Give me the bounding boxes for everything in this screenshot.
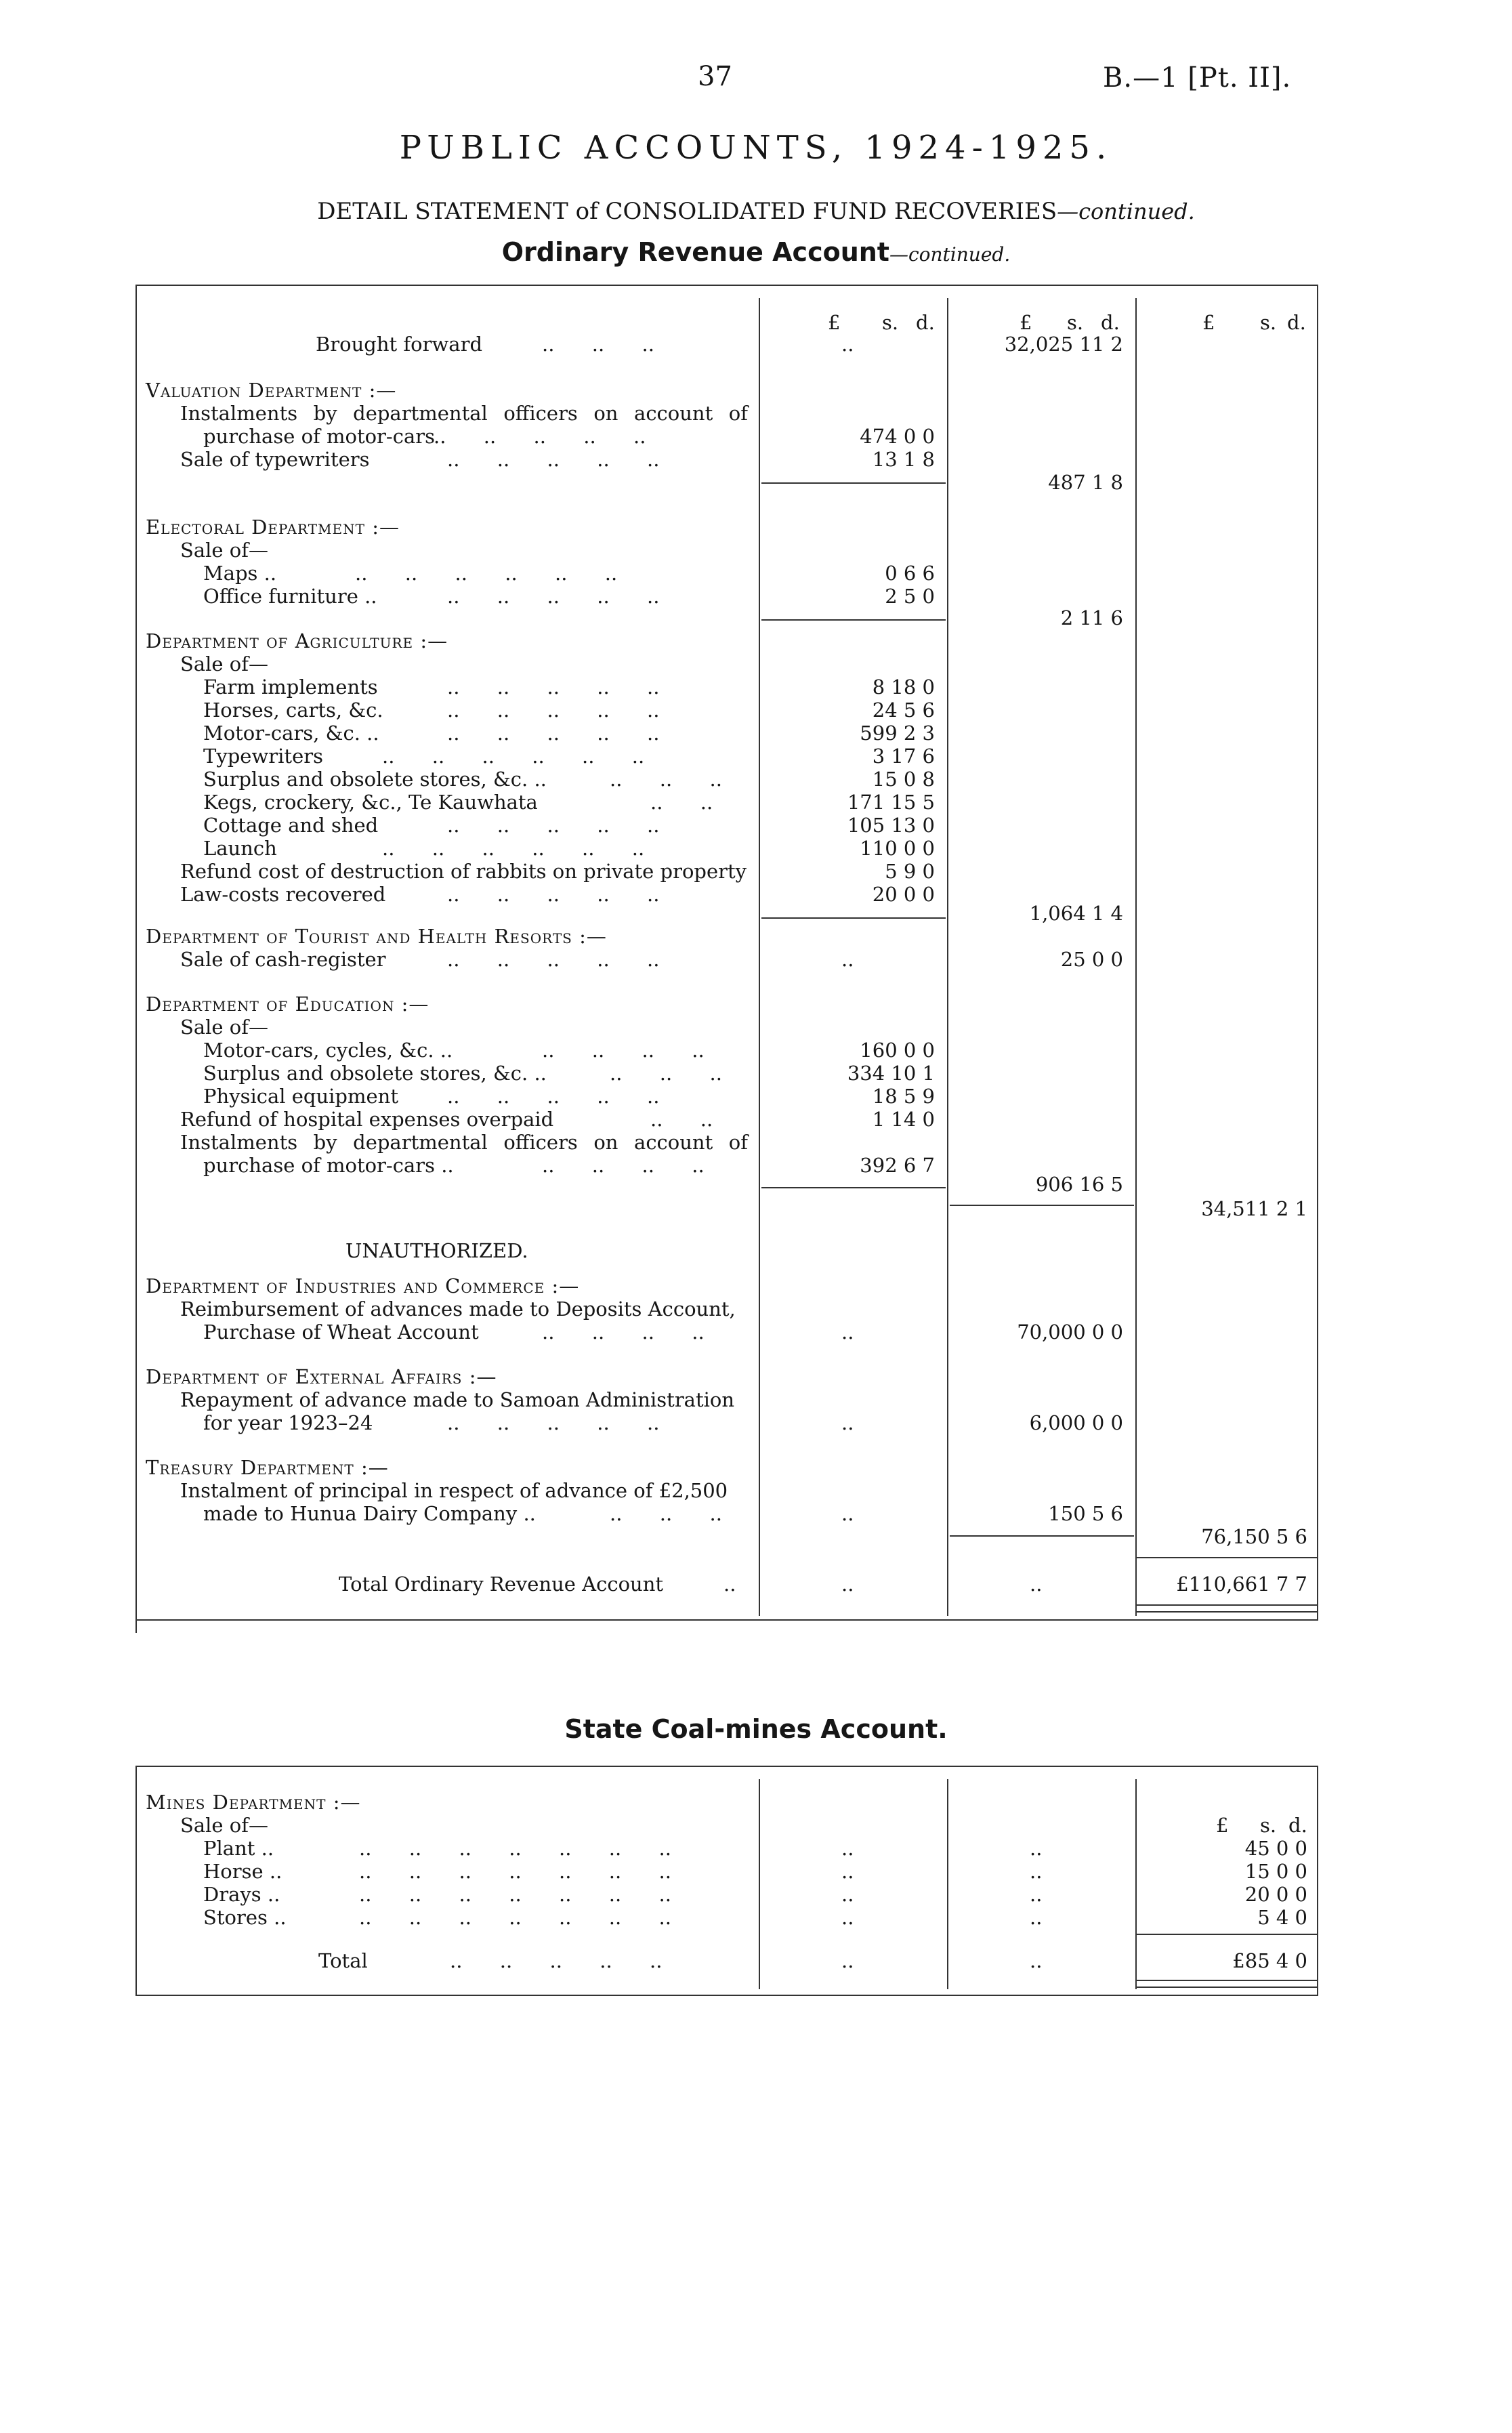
col3-pence-header: d. [1287, 311, 1306, 334]
leader-dots: .. .. .. .. .. .. [382, 837, 645, 860]
tourist-label: Sale of cash-register [180, 948, 386, 971]
agriculture-item-label: Motor-cars, &c. .. [203, 722, 379, 745]
table-left-rule [135, 285, 137, 1633]
leader-dots: .. .. [650, 791, 713, 814]
table-right-rule [1317, 285, 1318, 1619]
agriculture-item-amount: 3 17 6 [872, 745, 935, 768]
leader-dots: .. .. .. .. .. [447, 675, 660, 699]
education-inst-line2: purchase of motor-cars .. [203, 1154, 454, 1177]
agriculture-item-amount: 8 18 0 [872, 675, 935, 699]
col3-shilling-header: s. [1260, 311, 1277, 334]
coal-col1-dots: .. [841, 1949, 854, 1972]
agriculture-item-amount: 15 0 8 [872, 768, 935, 791]
table-bottom-rule [135, 1995, 1318, 1996]
leader-dots: .. .. .. .. .. .. .. [359, 1837, 671, 1860]
leader-dots: .. .. .. [610, 1502, 722, 1525]
leader-dots: .. .. .. .. .. .. .. [359, 1906, 671, 1929]
valuation-motor-cars-amount: 474 0 0 [860, 425, 935, 448]
valuation-total: 487 1 8 [1048, 471, 1123, 494]
electoral-heading: Electoral Department :— [146, 516, 400, 539]
leader-dots: .. .. .. .. .. [434, 425, 646, 448]
agriculture-sale-of: Sale of— [180, 652, 269, 675]
valuation-typewriters-amount: 13 1 8 [872, 448, 935, 471]
coal-mines-title: State Coal-mines Account. [564, 1714, 948, 1744]
coal-item-label: Drays .. [203, 1883, 280, 1906]
subtotal-rule [761, 1187, 946, 1188]
page-number: 37 [698, 61, 732, 92]
agriculture-item-label: Horses, carts, &c. [203, 699, 383, 722]
coal-col2-dots: .. [1030, 1860, 1043, 1883]
subtotal-rule [950, 1205, 1134, 1206]
table-left-rule [135, 1766, 137, 1996]
col1-shilling-header: s. [882, 311, 899, 334]
coal-col2-dots: .. [1030, 1949, 1043, 1972]
industries-amount: 70,000 0 0 [1017, 1321, 1123, 1344]
table-right-rule [1317, 1766, 1318, 1996]
subtotal-rule [1137, 1934, 1317, 1935]
external-line2: for year 1923–24 [203, 1411, 373, 1434]
coal-col2-dots: .. [1030, 1837, 1043, 1860]
leader-dots: .. .. .. [610, 1062, 722, 1085]
pound-header: £ [1216, 1814, 1229, 1837]
leader-dots: .. .. [650, 1108, 713, 1131]
account-title-text: Ordinary Revenue Account [501, 237, 889, 267]
leader-dots: .. .. .. .. .. [447, 814, 660, 837]
agriculture-refund-label: Refund cost of destruction of rabbits on private property [180, 860, 747, 883]
agriculture-item-label: Typewriters [203, 745, 323, 768]
coal-total-amount: £85 4 0 [1232, 1949, 1307, 1972]
table-top-rule [135, 285, 1318, 286]
brought-forward-amount: 32,025 11 2 [1004, 333, 1123, 356]
industries-col1: .. [841, 1321, 854, 1344]
coal-col1-dots: .. [841, 1860, 854, 1883]
education-refund-label: Refund of hospital expenses overpaid [180, 1108, 554, 1131]
treasury-amount: 150 5 6 [1048, 1502, 1123, 1525]
agriculture-item-label: Launch [203, 837, 277, 860]
leader-dots: .. .. .. .. .. [447, 722, 660, 745]
valuation-line3: Sale of typewriters [180, 448, 370, 471]
statement-title-suffix: —continued. [1057, 199, 1195, 224]
column-rule-3 [1135, 1779, 1137, 1989]
education-sale-of: Sale of— [180, 1016, 269, 1039]
col1-pence-header: d. [916, 311, 935, 334]
leader-dots: .. .. .. .. .. [450, 1949, 663, 1972]
leader-dots: .. .. .. .. [542, 1321, 705, 1344]
tourist-heading: Department of Tourist and Health Resorts :— [146, 925, 607, 948]
shilling-header: s. [1260, 1814, 1277, 1837]
valuation-line1: Instalments by departmental officers on account of [180, 402, 748, 425]
tourist-total: 25 0 0 [1060, 948, 1123, 971]
valuation-line2: purchase of motor-cars [203, 425, 435, 448]
brought-forward-col1: .. [841, 333, 854, 356]
grand-total-col2: .. [1030, 1573, 1043, 1596]
leader-dots: .. .. .. .. .. [447, 1085, 660, 1108]
external-line1: Repayment of advance made to Samoan Administration [180, 1388, 735, 1411]
leader-dots: .. .. .. .. .. .. .. [359, 1860, 671, 1883]
agriculture-item-label: Farm implements [203, 675, 378, 699]
education-item-label: Surplus and obsolete stores, &c. .. [203, 1062, 547, 1085]
leader-dots: .. .. .. .. .. .. [355, 562, 618, 585]
electoral-sale-of: Sale of— [180, 539, 269, 562]
agriculture-item-amount: 105 13 0 [847, 814, 935, 837]
coal-col2-dots: .. [1030, 1883, 1043, 1906]
industries-line2: Purchase of Wheat Account [203, 1321, 479, 1344]
unauthorized-heading: UNAUTHORIZED. [345, 1239, 528, 1262]
page-title: PUBLIC ACCOUNTS, 1924-1925. [399, 129, 1113, 167]
treasury-heading: Treasury Department :— [146, 1456, 389, 1479]
leader-dots: .. .. .. .. .. [447, 948, 660, 971]
education-item-amount: 160 0 0 [860, 1039, 935, 1062]
external-heading: Department of External Affairs :— [146, 1365, 497, 1388]
subtotal-rule [761, 917, 946, 919]
col1-pound-header: £ [828, 311, 841, 334]
electoral-total: 2 11 6 [1060, 606, 1123, 629]
subtotal-rule [1137, 1557, 1317, 1558]
education-inst-line1: Instalments by departmental officers on account of [180, 1131, 748, 1154]
brought-forward-label: Brought forward [316, 333, 483, 356]
document-reference: B.—1 [Pt. II]. [1103, 62, 1292, 93]
agriculture-item-label: Cottage and shed [203, 814, 379, 837]
tourist-col1: .. [841, 948, 854, 971]
agriculture-total: 1,064 1 4 [1029, 902, 1123, 925]
authorized-total: 34,511 2 1 [1201, 1197, 1307, 1220]
leader-dots: .. .. .. .. [542, 1039, 705, 1062]
coal-item-label: Horse .. [203, 1860, 282, 1883]
education-item-label: Motor-cars, cycles, &c. .. [203, 1039, 453, 1062]
coal-item-amount: 45 0 0 [1244, 1837, 1307, 1860]
industries-line1: Reimbursement of advances made to Deposits Account, [180, 1297, 736, 1321]
electoral-item-label: Office furniture .. [203, 585, 377, 608]
industries-heading: Department of Industries and Commerce :— [146, 1274, 580, 1297]
agriculture-item-label: Kegs, crockery, &c., Te Kauwhata [203, 791, 538, 814]
coal-item-amount: 5 4 0 [1257, 1906, 1307, 1929]
agriculture-heading: Department of Agriculture :— [146, 629, 448, 652]
external-col1: .. [841, 1411, 854, 1434]
column-rule-3 [1135, 298, 1137, 1616]
leader-dots: .. .. .. .. .. [447, 883, 660, 906]
leader-dots: .. .. .. .. .. .. .. [359, 1883, 671, 1906]
education-item-amount: 18 5 9 [872, 1085, 935, 1108]
external-amount: 6,000 0 0 [1029, 1411, 1123, 1434]
electoral-item-amount: 2 5 0 [885, 585, 935, 608]
leader-dots: .. .. .. .. .. [447, 448, 660, 471]
col2-shilling-header: s. [1067, 311, 1084, 334]
subtotal-rule [761, 482, 946, 484]
agriculture-law-amount: 20 0 0 [872, 883, 935, 906]
leader-dots: .. .. .. [610, 768, 722, 791]
coal-col1-dots: .. [841, 1837, 854, 1860]
statement-title [0, 198, 1512, 225]
leader-dots: .. .. .. [542, 333, 654, 356]
agriculture-refund-amount: 5 9 0 [885, 860, 935, 883]
statement-title-text: DETAIL STATEMENT of CONSOLIDATED FUND RECOVERIES [317, 198, 1057, 225]
mines-sale-of: Sale of— [180, 1814, 269, 1837]
column-rule-1 [759, 1779, 760, 1989]
subtotal-rule [950, 1535, 1134, 1537]
column-rule-1 [759, 298, 760, 1616]
col3-pound-header: £ [1202, 311, 1215, 334]
education-item-label: Physical equipment [203, 1085, 398, 1108]
education-item-amount: 334 10 1 [847, 1062, 935, 1085]
agriculture-item-amount: 599 2 3 [860, 722, 935, 745]
account-title-suffix: —continued. [889, 243, 1011, 266]
coal-item-amount: 15 0 0 [1244, 1860, 1307, 1883]
valuation-heading: Valuation Department :— [146, 379, 397, 402]
leader-dots: .. [723, 1573, 736, 1596]
coal-item-label: Plant .. [203, 1837, 274, 1860]
leader-dots: .. .. .. .. .. .. [382, 745, 645, 768]
education-inst-amount: 392 6 7 [860, 1154, 935, 1177]
pence-header: d. [1288, 1814, 1307, 1837]
electoral-item-label: Maps .. [203, 562, 277, 585]
coal-item-amount: 20 0 0 [1244, 1883, 1307, 1906]
grand-total-amount: £110,661 7 7 [1176, 1573, 1307, 1596]
leader-dots: .. .. .. .. .. [447, 1411, 660, 1434]
leader-dots: .. .. .. .. .. [447, 585, 660, 608]
coal-col1-dots: .. [841, 1883, 854, 1906]
agriculture-item-label: Surplus and obsolete stores, &c. .. [203, 768, 547, 791]
grand-total-label: Total Ordinary Revenue Account [339, 1573, 664, 1596]
double-rule [1137, 1604, 1317, 1613]
double-rule [1137, 1980, 1317, 1988]
coal-total-label: Total [318, 1949, 368, 1972]
col2-pence-header: d. [1101, 311, 1120, 334]
education-refund-amount: 1 14 0 [872, 1108, 935, 1131]
leader-dots: .. .. .. .. [542, 1154, 705, 1177]
mines-heading: Mines Department :— [146, 1791, 361, 1814]
leader-dots: .. .. .. .. .. [447, 699, 660, 722]
education-heading: Department of Education :— [146, 993, 429, 1016]
table-top-rule [135, 1766, 1318, 1767]
treasury-col1: .. [841, 1502, 854, 1525]
col2-pound-header: £ [1020, 311, 1032, 334]
coal-col2-dots: .. [1030, 1906, 1043, 1929]
coal-item-label: Stores .. [203, 1906, 287, 1929]
table-bottom-rule [135, 1619, 1318, 1621]
agriculture-item-amount: 110 0 0 [860, 837, 935, 860]
grand-total-col1: .. [841, 1573, 854, 1596]
treasury-line1: Instalment of principal in respect of advance of £2,500 [180, 1479, 728, 1502]
unauthorized-total: 76,150 5 6 [1201, 1525, 1307, 1548]
agriculture-item-amount: 24 5 6 [872, 699, 935, 722]
education-total: 906 16 5 [1035, 1173, 1123, 1196]
agriculture-law-label: Law-costs recovered [180, 883, 386, 906]
account-title [0, 237, 1512, 267]
subtotal-rule [761, 619, 946, 621]
treasury-line2: made to Hunua Dairy Company .. [203, 1502, 536, 1525]
coal-col1-dots: .. [841, 1906, 854, 1929]
column-rule-2 [947, 1779, 948, 1989]
agriculture-item-amount: 171 15 5 [847, 791, 935, 814]
electoral-item-amount: 0 6 6 [885, 562, 935, 585]
